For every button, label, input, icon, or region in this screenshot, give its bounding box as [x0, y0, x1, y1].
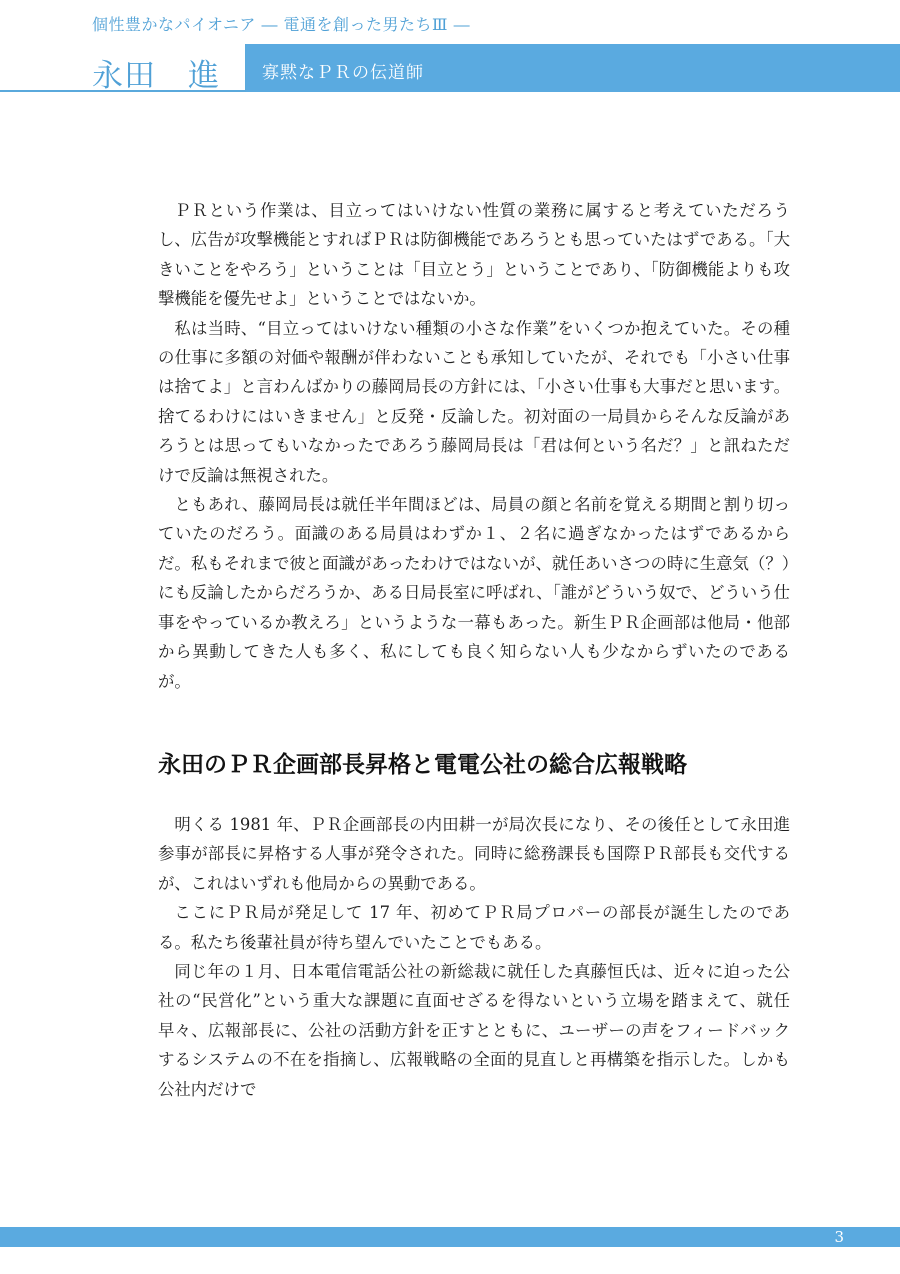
article-subtitle: 寡黙なＰＲの伝道師	[262, 63, 424, 83]
paragraph: 明くる 1981 年、ＰＲ企画部長の内田耕一が局次長になり、その後任として永田進参事が部長に昇格する人事が発令された。同時に総務課長も国際ＰＲ部長も交代するが、これはいずれも他局からの異動である。	[158, 814, 790, 893]
paragraph: 私は当時、“目立ってはいけない種類の小さな作業”をいくつか抱えていた。その種の仕事に多額の対価や報酬が伴わないことも承知していたが、それでも「小さい仕事は捨てよ」と言わんばかりの藤岡局長の方針には、「小さい仕事も大事だと思います。捨てるわけにはいきません」と反発・反論した。初対面の一局員からそんな反論があろうとは思ってもいなかったであろう藤岡局長は「君は何という名だ？」と訊ねただけで反論は無視された。	[158, 318, 790, 485]
subtitle-box	[246, 44, 900, 92]
paragraph: ここにＰＲ局が発足して 17 年、初めてＰＲ局プロパーの部長が誕生したのである。私たち後輩社員が待ち望んでいたことでもある。	[158, 903, 790, 952]
paragraph: 同じ年の１月、日本電信電話公社の新総裁に就任した真藤恒氏は、近々に迫った公社の“民営化”という重大な課題に直面せざるを得ないという立場を踏まえて、就任早々、広報部長に、公社の活動方針を正すとともに、ユーザーの声をフィードバックするシステムの不在を指摘し、広報戦略の全面的見直しと再構築を指示した。しかも公社内だけで	[158, 961, 790, 1099]
person-name: 永田 進	[92, 58, 220, 94]
paragraph: ＰＲという作業は、目立ってはいけない性質の業務に属すると考えていただろうし、広告が攻撃機能とすればＰＲは防御機能であろうとも思っていたはずである。「大きいことをやろう」ということは「目立とう」ということであり、「防御機能よりも攻撃機能を優先せよ」ということではないか。	[158, 201, 790, 309]
section-heading: 永田のＰＲ企画部長昇格と電電公社の総合広報戦略	[158, 750, 687, 778]
name-box	[0, 44, 246, 92]
series-title: 個性豊かなパイオニア ― 電通を創った男たちⅢ ―	[92, 15, 471, 34]
page-number: 3	[834, 1228, 844, 1246]
footer-bar	[0, 1227, 900, 1247]
article-body	[158, 196, 790, 1104]
title-banner	[0, 44, 900, 92]
paragraph: ともあれ、藤岡局長は就任半年間ほどは、局員の顔と名前を覚える期間と割り切っていたのだろう。面識のある局員はわずか１、２名に過ぎなかったはずであるからだ。私もそれまで彼と面識があったわけではないが、就任あいさつの時に生意気（？）にも反論したからだろうか、ある日局長室に呼ばれ、「誰がどういう奴で、どういう仕事をやっているか教えろ」というような一幕もあった。新生ＰＲ企画部は他局・他部から異動してきた人も多く、私にしても良く知らない人も少なからずいたのであるが。	[158, 495, 790, 691]
